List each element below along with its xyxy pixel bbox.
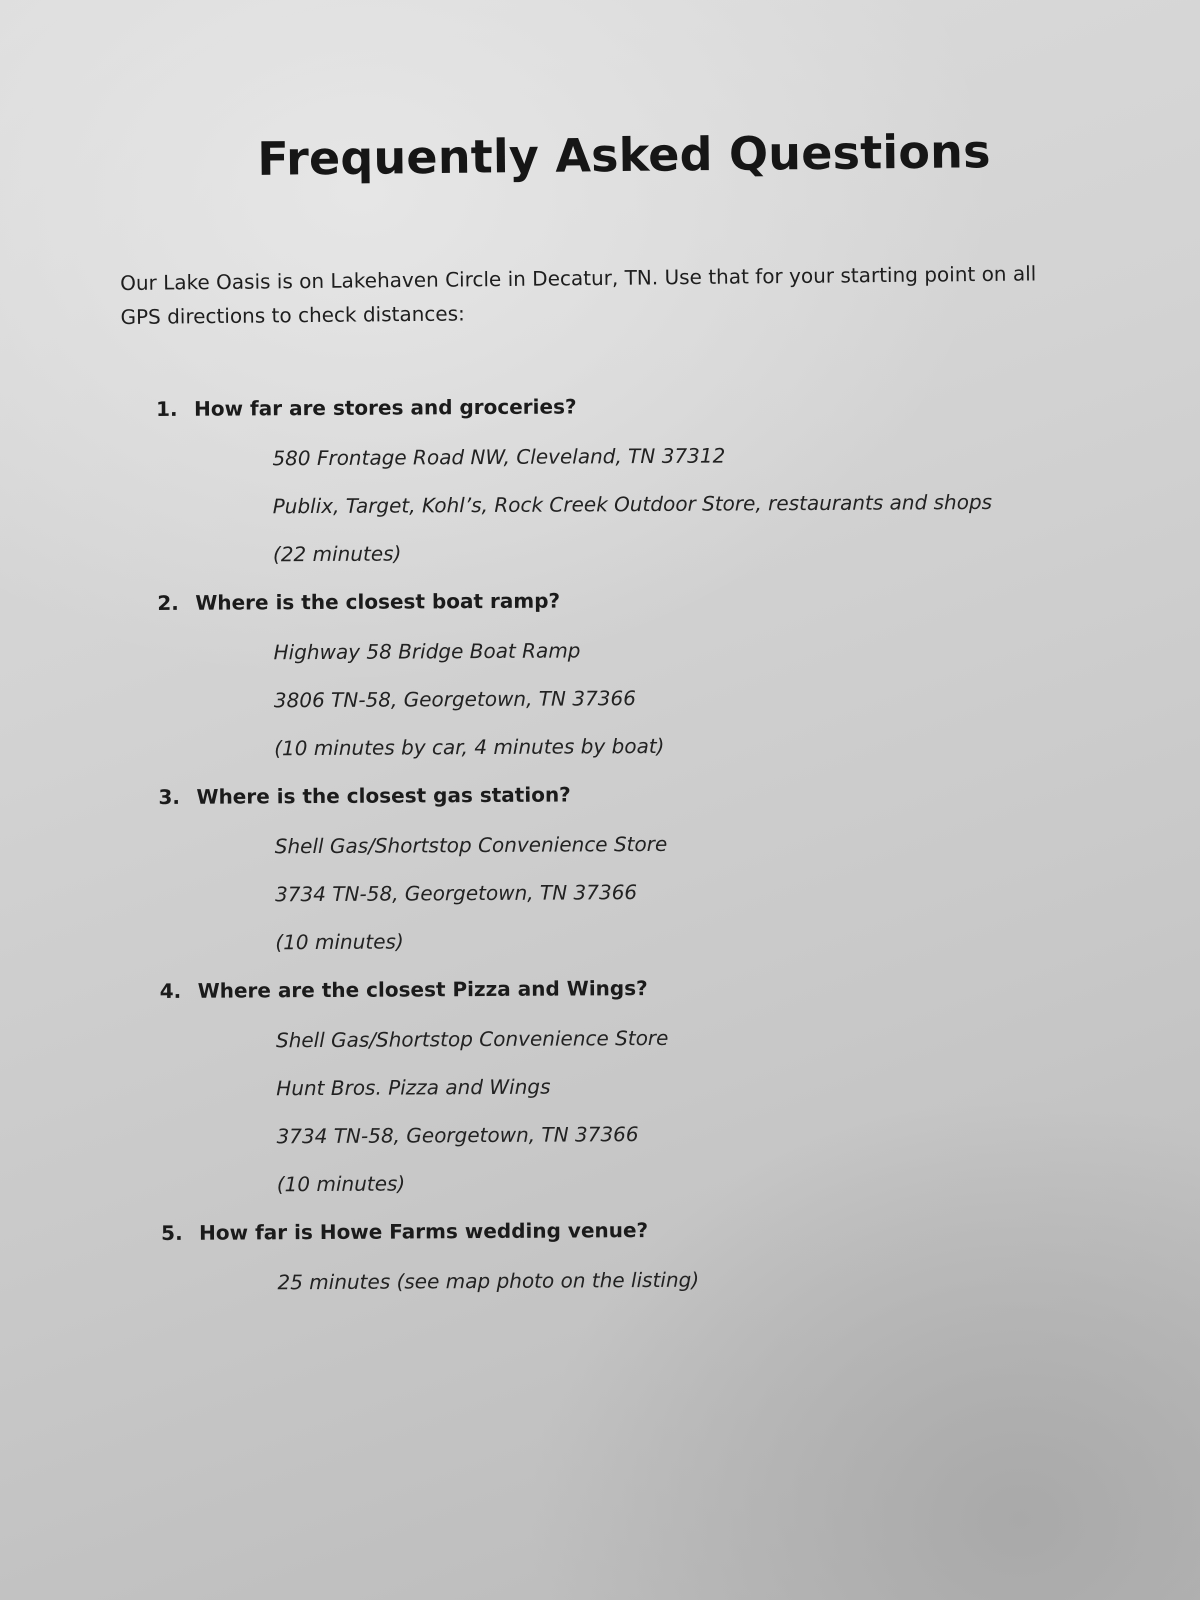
question-number: 3. [158,784,181,809]
answer-line: 3806 TN-58, Georgetown, TN 37366 [273,686,637,713]
question-number: 1. [156,396,178,421]
faq-question [158,776,1058,831]
question-text: Where is the closest gas station? [196,782,571,809]
faq-list [156,389,1062,1316]
answer-line: Highway 58 Bridge Boat Ramp [273,638,581,665]
faq-question [156,389,1056,444]
intro-paragraph: Our Lake Oasis is on Lakehaven Circle in Decatur, TN. Use that for your starting point on all GPS directions to check distances: [120,261,1037,329]
answer-line: (10 minutes) [276,1171,406,1197]
answer-line: (10 minutes by car, 4 minutes by boat) [274,733,665,761]
faq-item [157,582,1058,781]
question-text: Where are the closest Pizza and Wings? [197,976,648,1003]
answer-line: 3734 TN-58, Georgetown, TN 37366 [274,880,638,907]
question-text: How far is Howe Farms wedding venue? [199,1218,649,1245]
answer-line: 25 minutes (see map photo on the listing) [277,1267,700,1295]
faq-item [156,389,1057,588]
answer-line: Shell Gas/Shortstop Convenience Store [275,1025,669,1053]
faq-item [158,776,1059,975]
faq-question [160,970,1060,1025]
question-number: 4. [159,978,182,1003]
answer-line: (22 minutes) [272,541,402,567]
faq-question [157,582,1057,637]
answer-line: Publix, Target, Kohl’s, Rock Creek Outdoor Store, restaurants and shops [272,489,993,519]
question-number: 2. [157,590,179,615]
question-number: 5. [161,1220,183,1245]
answer-line: 3734 TN-58, Georgetown, TN 37366 [276,1122,639,1149]
question-text: Where is the closest boat ramp? [195,588,561,615]
faq-question [161,1212,1061,1267]
answer-line: Shell Gas/Shortstop Convenience Store [274,831,668,859]
page-title: Frequently Asked Questions [257,124,991,186]
answer-line: Hunt Bros. Pizza and Wings [276,1074,551,1101]
question-text: How far are stores and groceries? [194,394,577,421]
answer-line: (10 minutes) [275,929,404,955]
faq-item [161,1212,1062,1315]
faq-item [160,970,1061,1217]
answer-line: 580 Frontage Road NW, Cleveland, TN 37312 [272,443,726,471]
